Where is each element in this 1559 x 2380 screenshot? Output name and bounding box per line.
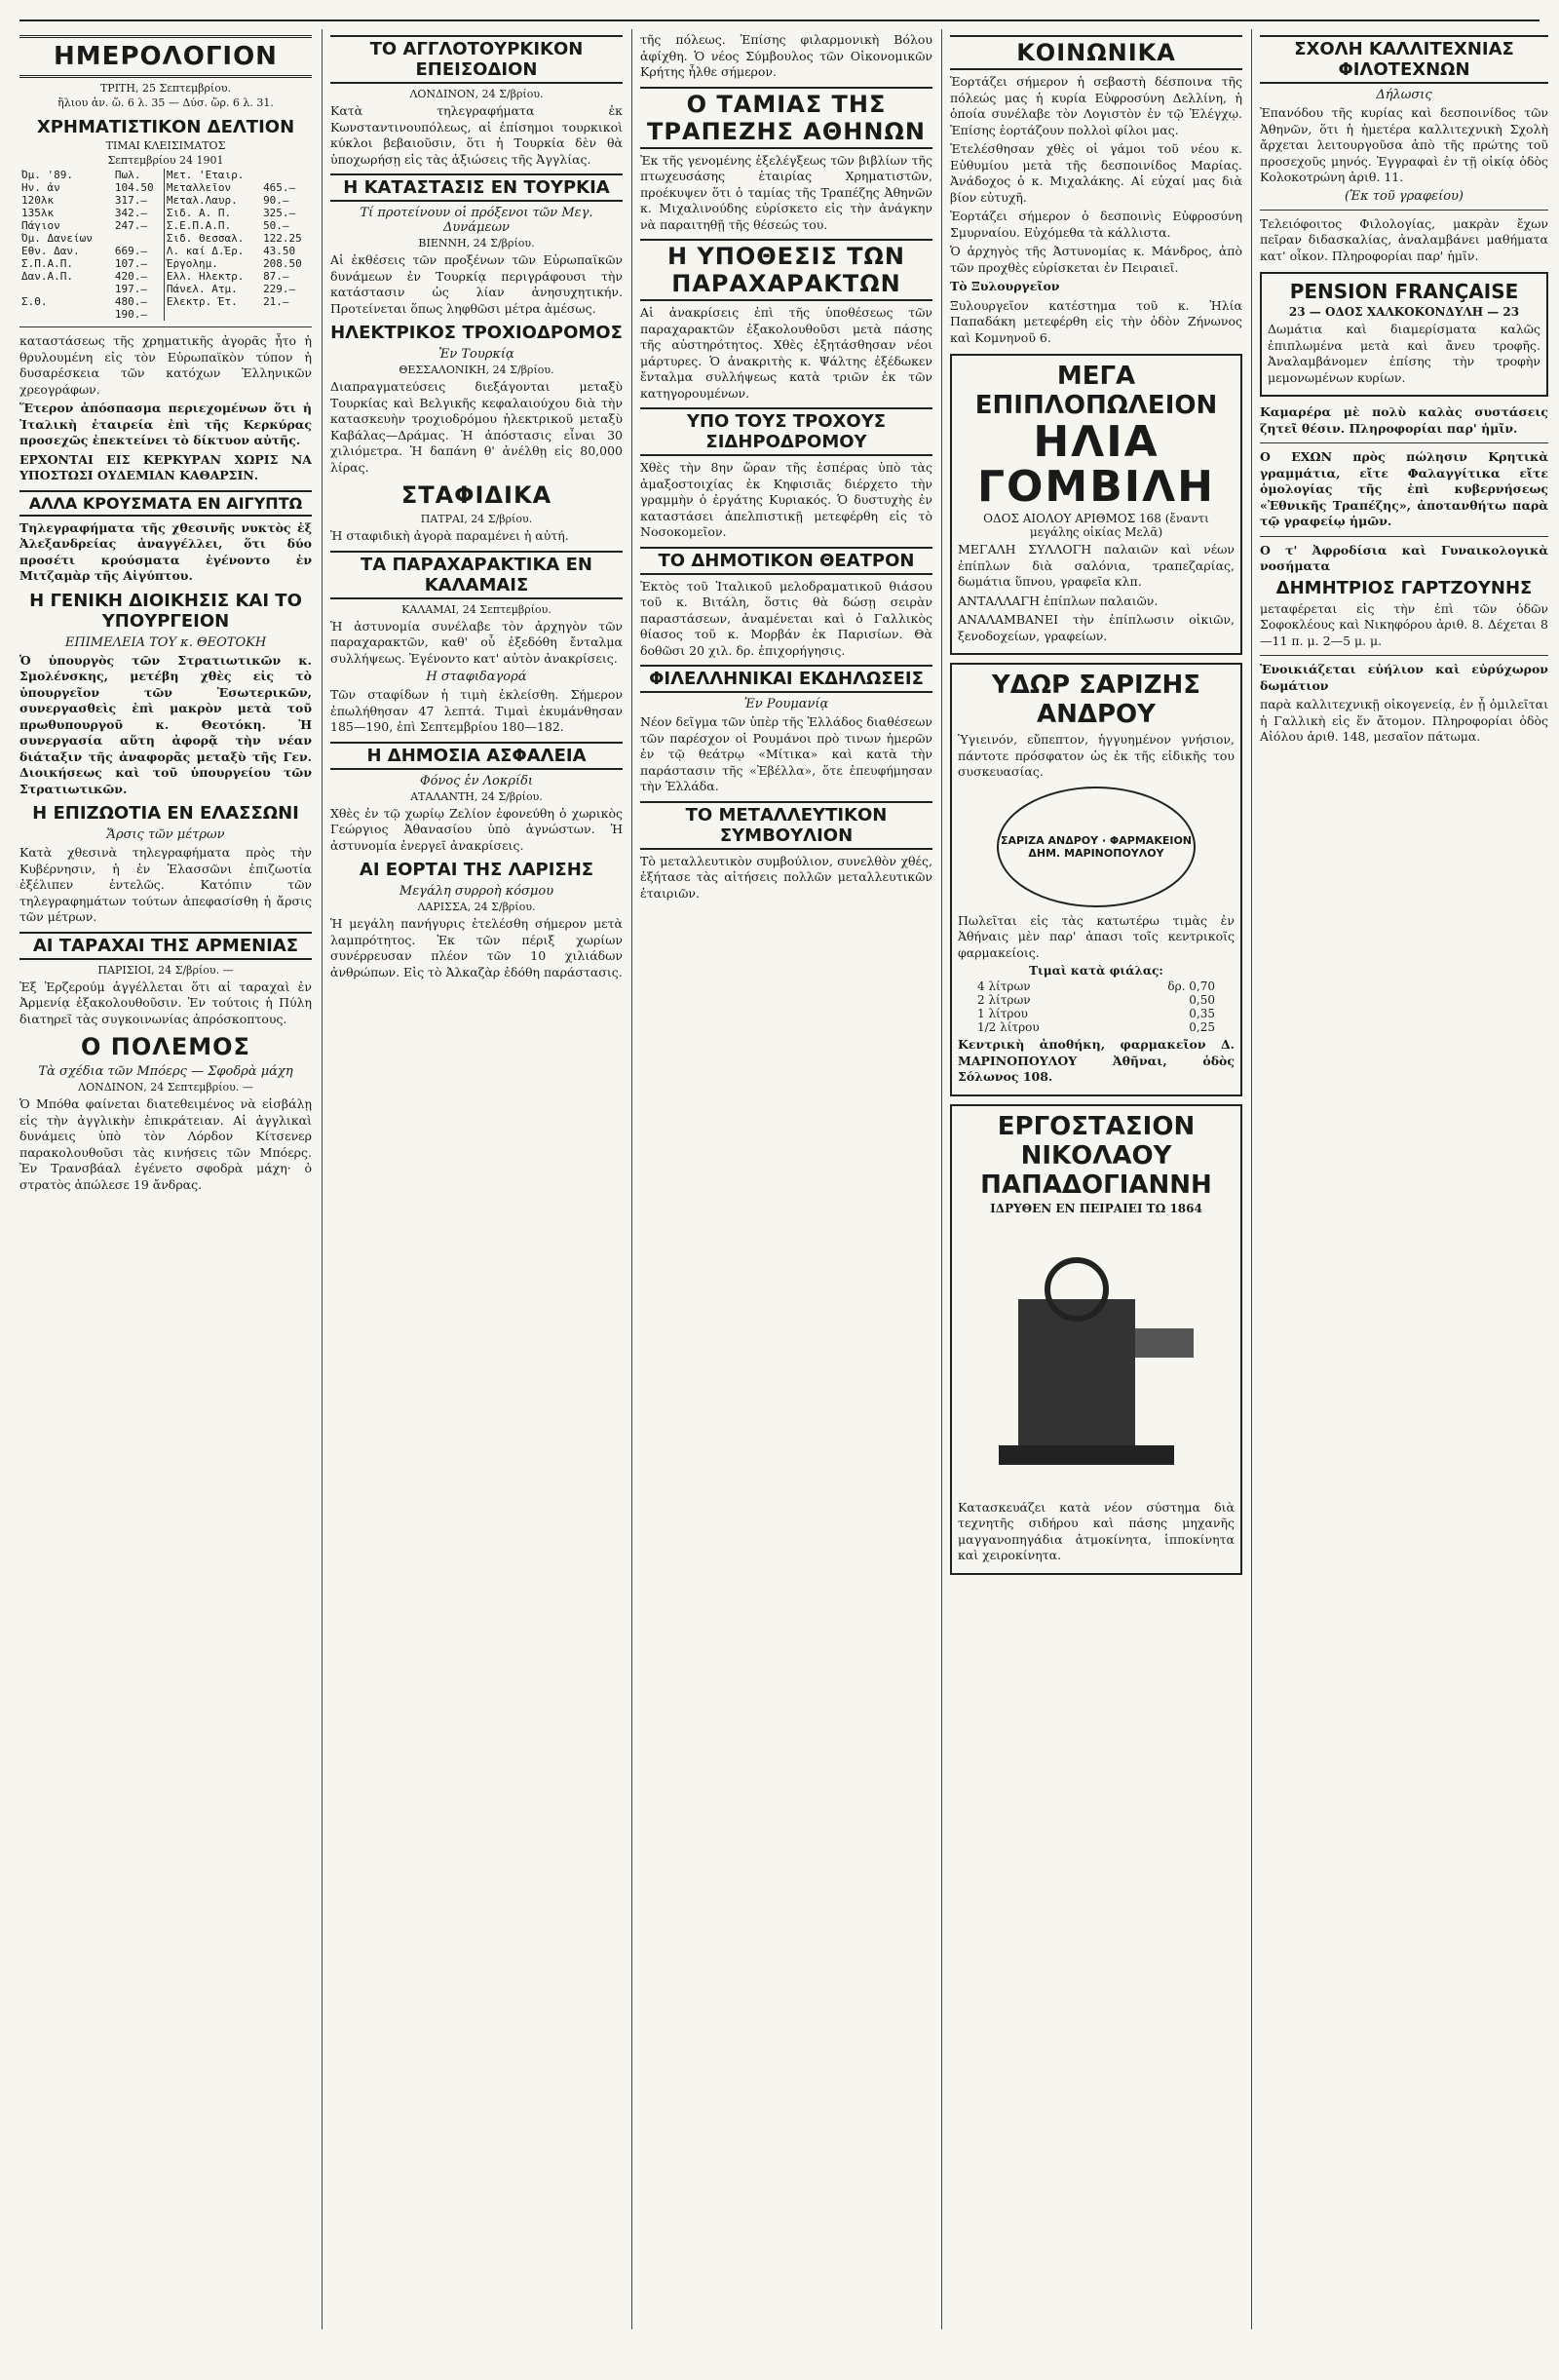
headline-metal: ΤΟ ΜΕΤΑΛΛΕΥΤΙΚΟΝ ΣΥΜΒΟΥΛΙΟΝ	[640, 801, 932, 850]
wheels-text: Χθὲς τὴν 8ην ὥραν τῆς ἑσπέρας ὑπὸ τὰς ἁμαξοστοιχίας ἐκ Κηφισιᾶς διέρχετο τὴν γραμμὴν ὁ ἐργάτης Κυριακός. Ὁ δυστυχὴς ἐν καταστάσει ἀπελπιστικῇ μετεφέρθη εἰς τὸ Νοσοκομεῖον.	[640, 460, 932, 539]
exchange-cell: 197.—	[114, 283, 148, 295]
episode-text: Κατὰ τηλεγραφήματα ἐκ Κωνσταντινουπόλεως, αἱ ἐπίσημοι τουρκικοὶ κύκλοι βεβαιοῦσιν, ὅτι ἡ Τουρκία δὲν θὰ ὑποχωρήσῃ εἰς τὰς ἀξιώσεις τῆς Ἀγγλίας.	[330, 103, 623, 167]
water-ad	[950, 663, 1242, 1096]
headline-admin: Η ΓΕΝΙΚΗ ΔΙΟΙΚΗΣΙΣ ΚΑΙ ΤΟ ΥΠΟΥΡΓΕΙΟΝ	[29, 590, 302, 632]
exchange-row	[19, 181, 312, 194]
ethnic-sub: Ἐν Ρουμανίᾳ	[743, 697, 829, 711]
raisin-text: Ἡ σταφιδικὴ ἀγορὰ παραμένει ἡ αὐτή.	[330, 528, 569, 543]
larissa-dateline: ΛΑΡΙΣΣΑ, 24 Σ/βρίου.	[417, 901, 536, 913]
column-2	[322, 29, 630, 2329]
lumber-text: Ξυλουργεῖον κατέστημα τοῦ κ. Ἠλία Παπαδάκη μετεφέρθη εἰς τὴν ὁδὸν Ζήνωνος καὶ Κομνηνοῦ 6.	[950, 297, 1242, 345]
headline-tram: ΗΛΕΚΤΡΙΚΟΣ ΤΡΟΧΙΟΔΡΟΜΟΣ	[330, 323, 623, 343]
exchange-cell: 107.—	[114, 257, 148, 270]
tram-sub: Ἐν Τουρκίᾳ	[438, 347, 514, 362]
social-text: Ἑορτάζει σήμερον ἡ σεβαστὴ δέσποινα τῆς πόλεώς μας ἡ κυρία Εὐφροσύνη Δελλίνη, ἡ ὁποία συνέλαβε τὸν Λογιστὸν ἐν τῷ Ἐλέγχῳ. Ἐπίσης ἑορτάζουν πολλοὶ φίλοι μας.	[950, 74, 1242, 137]
school-note: (Ἐκ τοῦ γραφείου)	[1344, 188, 1464, 204]
fraud-text: Ἡ ἀστυνομία συνέλαβε τὸν ἀρχηγὸν τῶν παραχαρακτῶν, καθ' οὗ ἐξεδόθη ἔνταλμα συλλήψεως. Ἐγένοντο κατ' αὐτὸν ἀνακρίσεις.	[330, 618, 623, 666]
notice: ΕΡΧΟΝΤΑΙ ΕΙΣ ΚΕΡΚΥΡΑΝ ΧΩΡΙΣ ΝΑ ΥΠΟΣΤΩΣΙ ΟΥΔΕΜΙΑΝ ΚΑΘΑΡΣΙΝ.	[19, 451, 312, 482]
exchange-cell: Πωλ.	[114, 169, 141, 181]
date-line: ΤΡΙΤΗ, 25 Σεπτεμβρίου.	[99, 82, 232, 95]
headline-fraud: ΤΑ ΠΑΡΑΧΑΡΑΚΤΙΚΑ ΕΝ ΚΑΛΑΜΑΙΣ	[330, 551, 623, 599]
exchange-cell	[19, 308, 108, 321]
furniture-ad	[950, 354, 1242, 655]
security-text: Χθὲς ἐν τῷ χωρίῳ Ζελίον ἐφονεύθη ὁ χωρικὸς Γεώργιος Ἀθανασίου ὑπὸ ἀγνώστων. Ἡ ἀστυνομία ἐνεργεῖ ἀνακρίσεις.	[330, 805, 623, 853]
rent-text: παρὰ καλλιτεχνικῇ οἰκογενείᾳ, ἐν ᾗ ὁμιλεῖται ἡ Γαλλικὴ εἰς ἕν ἄτομον. Πληροφορίαι ὁδὸς Αἰόλου ἀριθ. 148, μεσαῖον πάτωμα.	[1260, 697, 1548, 744]
sun-line: ἥλιου ἀν. ὥ. 6 λ. 35 — Δύσ. ὥρ. 6 λ. 31.	[57, 96, 274, 109]
headline-thesis: Η ΥΠΟΘΕΣΙΣ ΤΩΝ ΠΑΡΑΧΑΡΑΚΤΩΝ	[640, 239, 932, 301]
pension-title: PENSION FRANÇAISE	[1289, 280, 1519, 303]
pump-spout	[1135, 1328, 1194, 1358]
top-rule	[19, 19, 1540, 21]
exchange-cell: Πάνελ. Ατμ.	[164, 283, 261, 295]
exchange-cell: Όμ. Δανείων	[21, 232, 93, 245]
exchange-cell: Σ.Ε.Π.Α.Π.	[164, 219, 261, 232]
stats-date: Σεπτεμβρίου 24 1901	[107, 154, 224, 167]
headline-theatre: ΤΟ ΔΗΜΟΤΙΚΟΝ ΘΕΑΤΡΟΝ	[640, 547, 932, 575]
price-value: 0,25	[1189, 1020, 1215, 1035]
exchange-cell: Δαν.Α.Π.	[21, 270, 73, 283]
admin-text: Ὁ ὑπουργὸς τῶν Στρατιωτικῶν κ. Σμολένσκης, μετέβη χθὲς εἰς τὸ ὑπουργεῖον τῶν Ἐσωτερικῶν, συνεργασθεὶς ἐπὶ μακρὸν μετὰ τοῦ πρωθυπουργοῦ κ. Θεοτόκη. Ἡ συνεργασία αὕτη ἀφορᾷ τὴν νέαν διάταξιν τῆς ἀναφορᾶς μεταξὺ τῆς Γεν. Διοικήσεως καὶ τοῦ ὑπουργείου τῶν Στρατιωτικῶν.	[19, 652, 312, 796]
price-quantity: 1/2 λίτρου	[977, 1020, 1040, 1035]
doctor-name: ΔΗΜΗΤΡΙΟΣ ΓΑΡΤΖΟΥΝΗΣ	[1275, 577, 1533, 598]
tutor-text: Τελειόφοιτος Φιλολογίας, μακρὰν ἔχων πεῖραν διδασκαλίας, ἀναλαμβάνει μαθήματα κατ' οἶκον. Πληροφορίαι παρ' ἡμῖν.	[1260, 215, 1548, 263]
exchange-cell: 325.—	[263, 207, 296, 219]
turkey-dateline: ΒΙΕΝΝΗ, 24 Σ/βρίου.	[418, 237, 535, 250]
headline-raisin: ΣΤΑΦΙΔΙΚΑ	[400, 481, 552, 509]
furniture-ad-line: ΑΝΑΛΑΜΒΑΝΕΙ τὴν ἐπίπλωσιν οἰκιῶν, ξενοδοχείων, γραφείων.	[958, 612, 1235, 643]
newspaper-page	[19, 19, 1548, 2329]
metal-text: Τὸ μεταλλευτικὸν συμβούλιον, συνελθὸν χθές, ἐξήτασε τὰς αἰτήσεις πολλῶν μεταλλευτικῶν ἐταιριῶν.	[640, 853, 932, 901]
water-ad-central: Κεντρικὴ ἀποθήκη, φαρμακεῖον Δ. ΜΑΡΙΝΟΠΟΥΛΟΥ Ἀθῆναι, ὁδὸς Σόλωνος 108.	[958, 1037, 1235, 1085]
headline-armenia: ΑΙ ΤΑΡΑΧΑΙ ΤΗΣ ΑΡΜΕΝΙΑΣ	[19, 932, 312, 960]
exchange-cell: Λ. καί Δ.Έρ.	[164, 245, 261, 257]
doctor-title: Ο τ' Ἀφροδίσια καὶ Γυναικολογικὰ νοσήματα	[1260, 542, 1548, 573]
exchange-cell: Σ.Π.Α.Π.	[21, 257, 73, 270]
column-5	[1251, 29, 1548, 2329]
social-text: Ἐτελέσθησαν χθὲς οἱ γάμοι τοῦ νέου κ. Εὐθυμίου μετὰ τῆς δεσποινίδος Μαρίας. Ἀνάδοχος ὁ κ. Μιχαλάκης. Αἱ εὐχαί μας διὰ βίον εὐτυχῆ.	[950, 141, 1242, 205]
price-row	[958, 1020, 1235, 1034]
exchange-row	[19, 308, 312, 321]
pension-address: 23 — ΟΔΟΣ ΧΑΛΚΟΚΟΝΔΥΛΗ — 23	[1288, 305, 1520, 319]
exchange-cell: 43.50	[263, 245, 296, 257]
exchange-cell	[19, 283, 108, 295]
headline-episode: ΤΟ ΑΓΓΛΟΤΟΥΡΚΙΚΟΝ ΕΠΕΙΣΟΔΙΟΝ	[330, 35, 623, 84]
exchange-cell: Μεταλ.Λαυρ.	[164, 194, 261, 207]
factory-ad-title: ΕΡΓΟΣΤΑΣΙΟΝ	[997, 1111, 1196, 1141]
raisin-dateline: ΠΑΤΡΑΙ, 24 Σ/βρίου.	[420, 513, 533, 525]
price-list	[958, 979, 1235, 1034]
larissa-text: Ἡ μεγάλη πανήγυρις ἐτελέσθη σήμερον μετὰ λαμπρότητος. Ἐκ τῶν πέριξ χωρίων συνέρρευσαν πλέον τῶν 10 χιλιάδων ἀνθρώπων. Εἰς τὸ Ἀλκαζὰρ ἐδόθη παράστασις.	[330, 916, 623, 979]
exchange-row	[19, 207, 312, 219]
headline-egypt: ΑΛΛΑ ΚΡΟΥΣΜΑΤΑ ΕΝ ΑΙΓΥΠΤΩ	[19, 490, 312, 517]
price-value: 0,35	[1189, 1007, 1215, 1021]
pump-base	[999, 1445, 1174, 1465]
exchange-cell: Σιδ. Α. Π.	[164, 207, 261, 219]
admin-sub: ΕΠΙΜΕΛΕΙΑ ΤΟΥ κ. ΘΕΟΤΟΚΗ	[64, 634, 267, 650]
exchange-cell: Ελλ. Ηλεκτρ.	[164, 270, 261, 283]
fraud-dateline: ΚΑΛΑΜΑΙ, 24 Σεπτεμβρίου.	[401, 602, 551, 616]
security-dateline: ΑΤΑΛΑΝΤΗ, 24 Σ/βρίου.	[410, 789, 543, 803]
note-paragraph: Ἕτερον ἀπόσπασμα περιεχομένων ὅτι ἡ Ἰταλικὴ ἑταιρεία ἐπὶ τῆς Κερκύρας προσεχῶς ἐπεκτείνει τὸ δίκτυον αὐτῆς.	[19, 401, 312, 447]
pension-text: Δωμάτια καὶ διαμερίσματα καλῶς ἐπιπλωμένα μετὰ καὶ ἄνευ τροφῆς. Ἀναλαμβάνομεν ἐπίσης τὴν τροφὴν μεμονωμένων κυρίων.	[1268, 322, 1540, 385]
exchange-cell: 465.—	[263, 181, 296, 194]
exchange-cell: 122.25	[263, 232, 302, 245]
crete-sub: Ἄρσις τῶν μέτρων	[106, 827, 225, 842]
exchange-cell: 190.—	[114, 308, 148, 321]
furniture-ad-name: ΗΛΙΑ ΓΟΜΒΙΛΗ	[976, 417, 1215, 513]
exchange-cell: Σ.Θ.	[21, 295, 48, 308]
social-text: Ἑορτάζει σήμερον ὁ δεσποινὶς Εὐφροσύνη Σμυρναίου. Εὐχόμεθα τὰ κάλλιστα.	[950, 209, 1242, 240]
tram-text: Διαπραγματεύσεις διεξάγονται μεταξὺ Τουρκίας καὶ Βελγικῆς κεφαλαιούχου διὰ τὴν κατασκευὴν τροχιοδρόμου ἠλεκτρικοῦ μεταξὺ Καβάλας—Δράμας. Ἡ ἀπόστασις εἶναι 30 χιλιόμετρα. Ἡ δαπάνη θ' ἀνέλθῃ εἰς 80,000 λίρας.	[330, 379, 623, 475]
stats-sub: ΤΙΜΑΙ ΚΛΕΙΣΙΜΑΤΟΣ	[105, 139, 226, 152]
exchange-cell: Εθν. Δαν.	[21, 245, 80, 257]
rent-title: Ἐνοικιάζεται εὐήλιον καὶ εὐρύχωρον δωμάτιον	[1260, 662, 1548, 693]
exchange-cell: Μεταλλεῖον	[164, 181, 261, 194]
headline-war: Ο ΠΟΛΕΜΟΣ	[81, 1033, 250, 1060]
exchange-row	[19, 232, 312, 245]
exchange-cell: 480.—	[114, 295, 148, 308]
war-sub: Τὰ σχέδια τῶν Μπόερς — Σφοδρὰ μάχη	[38, 1064, 293, 1079]
exchange-row	[19, 257, 312, 270]
war-text: Ὁ Μπόθα φαίνεται διατεθειμένος νὰ εἰσβάλῃ εἰς τὴν ἀγγλικὴν ἐπικράτειαν. Αἱ ἀγγλικαὶ δυνάμεις ὑπὸ τὸν Λόρδον Κίτσενερ παρακολουθοῦσι τὰς κινήσεις τῶν Μπόερς. Ἐν Τρανσβάαλ ἐγένετο σφοδρὰ μάχη· ὁ στρατὸς ἀπώλεσε 19 ἄνδρας.	[19, 1096, 312, 1192]
water-ad-text: Ὑγιεινόν, εὔπεπτον, ἡγγυημένον γνήσιον, πάντοτε πρόσφατον ὡς ἐκ τῆς εἰδικῆς του συσκευασίας.	[958, 732, 1235, 780]
factory-ad-founded: ΙΔΡΥΘΕΝ ΕΝ ΠΕΙΡΑΙΕΙ ΤΩ 1864	[990, 1201, 1202, 1215]
egypt-text: Τηλεγραφήματα τῆς χθεσινῆς νυκτὸς ἐξ Ἀλεξανδρείας ἀναγγέλλει, ὅτι δύο προσέτι κρούσματα ἐγένοντο ἐν Μιτζαμὰρ τῆς Αἰγύπτου.	[19, 519, 312, 583]
price-row	[958, 1007, 1235, 1020]
pump-machine-illustration	[958, 1221, 1235, 1494]
pension-ad	[1260, 272, 1548, 397]
exchange-cell: 229.—	[263, 283, 296, 295]
masthead-calendar: ΗΜΕΡΟΛΟΓΙΟΝ	[19, 35, 312, 78]
exchange-row	[19, 245, 312, 257]
exchange-row	[19, 219, 312, 232]
exchange-cell: 342.—	[114, 207, 148, 219]
exchange-cell: 208.50	[263, 257, 302, 270]
armenia-dateline: ΠΑΡΙΣΙΟΙ, 24 Σ/βρίου. —	[97, 963, 234, 977]
exchange-cell: 120λκ	[21, 194, 55, 207]
price-quantity: 2 λίτρων	[977, 993, 1031, 1008]
exchange-cell: 104.50	[114, 181, 154, 194]
turkey-sub: Τί προτείνουν οἱ πρόξενοι τῶν Μεγ. Δυνάμεων	[360, 206, 593, 235]
armenia-text: Ἐξ Ἐρζερούμ ἀγγέλλεται ὅτι αἱ ταραχαὶ ἐν Ἀρμενίᾳ ἐξακολουθοῦσιν. Ἐν τούτοις ἡ Πύλη διατηρεῖ τὰς συγκοινωνίας ἀπρόσκοπτους.	[19, 979, 312, 1026]
crete-text: Κατὰ χθεσινὰ τηλεγραφήματα πρὸς τὴν Κυβέρνησιν, ἡ ἐν Ἐλασσῶνι ἐπιζωοτία ἐξέλιπεν ἐντελῶς. Κατόπιν τῶν τηλεγραφημάτων τούτων ἀπεφασίσθη ἡ ἄρσις τῶν μέτρων.	[19, 845, 312, 924]
market-text: Τῶν σταφίδων ἡ τιμὴ ἐκλείσθη. Σήμερον ἐπωλήθησαν 47 λεπτά. Τιμαὶ ἐκυμάνθησαν 185—190, ἐπὶ Σεπτεμβρίου 180—182.	[330, 687, 623, 734]
theatre-text: Ἐκτὸς τοῦ Ἰταλικοῦ μελοδραματικοῦ θιάσου τοῦ κ. Βιτάλη, ὅστις θὰ δώσῃ σειρὰν παραστάσεων, ἀναμένεται καὶ ὁ Γαλλικὸς θίασος τοῦ κ. Μορβάν ἐκ Παρισίων. Θὰ δοθῶσι 20 χιλ. δρ. ἐπιχορήγησις.	[640, 578, 932, 658]
room-text: Καμαρέρα μὲ πολὺ καλὰς συστάσεις ζητεῖ θέσιν. Πληροφορίαι παρ' ἡμῖν.	[1260, 404, 1548, 436]
factory-ad-name: ΝΙΚΟΛΑΟΥ ΠΑΠΑΔΟΓΙΑΝΝΗ	[980, 1140, 1212, 1200]
price-quantity: 1 λίτρου	[977, 1007, 1028, 1021]
exchange-row	[19, 270, 312, 283]
column-1	[19, 29, 320, 2329]
exchange-cell: 420.—	[114, 270, 148, 283]
market-sub: Η σταφιδαγορά	[426, 670, 527, 684]
exchange-cell: 669.—	[114, 245, 148, 257]
factory-ad-text: Κατασκευάζει κατὰ νέον σύστημα διὰ τεχνητῆς σιδήρου καὶ πάσης μηχανῆς μαγγανοπηγάδια ἀτμοκίνητα, ἱπποκίνητα καὶ χειροκίνητα.	[958, 1499, 1235, 1563]
furniture-ad-line: ΜΕΓΑΛΗ ΣΥΛΛΟΓΗ παλαιῶν καὶ νέων ἐπίπλων διὰ σαλόνια, τραπεζαρίας, δωμάτια ὕπνου, γραφεῖα κλπ.	[958, 542, 1235, 590]
price-quantity: 4 λίτρων	[977, 979, 1031, 994]
episode-dateline: ΛΟΝΔΙΝΟΝ, 24 Σ/βρίου.	[409, 88, 544, 100]
turkey-text: Αἱ ἐκθέσεις τῶν προξένων τῶν Εὐρωπαϊκῶν δυνάμεων ἐν Τουρκίᾳ περιγράφουσι τὴν κατάστασιν ὡς λίαν ἀνησυχητικήν. Προτείνεται ὅπως ληφθῶσι μέτρα ἀμέσως.	[330, 252, 623, 316]
headline-turkey: Η ΚΑΤΑΣΤΑΣΙΣ ΕΝ ΤΟΥΡΚΙΑ	[330, 173, 623, 202]
exchange-cell: 21.—	[263, 295, 289, 308]
column-4	[941, 29, 1250, 2329]
price-row	[958, 979, 1235, 993]
exchange-cell: 247.—	[114, 219, 148, 232]
tram-dateline: ΘΕΣΣΑΛΟΝΙΚΗ, 24 Σ/βρίου.	[399, 364, 554, 376]
stats-title: ΧΡΗΜΑΤΙΣΤΙΚΟΝ ΔΕΛΤΙΟΝ	[36, 117, 295, 137]
exchange-cell: Όμ. '89.	[21, 169, 73, 181]
exchange-cell: 135λκ	[21, 207, 55, 219]
doctor-text: μεταφέρεται εἰς τὴν ἐπὶ τῶν ὁδῶν Σοφοκλέους καὶ Νικηφόρου ἀριθ. 8. Δέχεται 8—11 π. μ. 2—5 μ. μ.	[1260, 600, 1548, 648]
column-3	[631, 29, 940, 2329]
headline-wheels: ΥΠΟ ΤΟΥΣ ΤΡΟΧΟΥΣ ΣΙΔΗΡΟΔΡΟΜΟΥ	[640, 407, 932, 456]
water-ad-sold: Πωλεῖται εἰς τὰς κατωτέρω τιμὰς ἐν Ἀθήναις μὲν παρ' ἁπασι τοῖς κεντρικοῖς φαρμακείοις.	[958, 912, 1235, 960]
war-dateline: ΛΟΝΔΙΝΟΝ, 24 Σεπτεμβρίου. —	[78, 1081, 253, 1094]
exchange-row	[19, 169, 312, 181]
thesis-text: Αἱ ἀνακρίσεις ἐπὶ τῆς ὑποθέσεως τῶν παραχαρακτῶν ἐξακολουθοῦσι μετὰ πάσης τῆς αὐστηρότητος. Χθὲς ἐξητάσθησαν νέοι μάρτυρες. Ὁ ἀνακριτὴς κ. Ψάλτης ἐξέδωκεν ἔνταλμα συλλήψεως κατὰ τριῶν ἐκ τῶν κατηγορουμένων.	[640, 305, 932, 401]
furniture-ad-address: ΟΔΟΣ ΑΙΟΛΟΥ ΑΡΙΘΜΟΣ 168 (ἔναντι μεγάλης οἰκίας Μελᾶ)	[983, 512, 1209, 540]
headline-larissa: ΑΙ ΕΟΡΤΑΙ ΤΗΣ ΛΑΡΙΣΗΣ	[359, 860, 594, 880]
school-text: Ἐπανόδου τῆς κυρίας καὶ δεσποινίδος τῶν Ἀθηνῶν, ὅτι ἡ ἡμετέρα καλλιτεχνικὴ Σχολὴ ἄρχεται λειτουργοῦσα ἀπὸ τῆς πρώτης τοῦ προσεχοῦς μηνός. Ἐγγραφαὶ ἐν τῇ οἰκίᾳ ὁδὸς Κολοκοτρώνη ἀριθ. 11.	[1260, 105, 1548, 184]
exchange-cell	[164, 308, 261, 321]
top-text: τῆς πόλεως. Ἐπίσης φιλαρμονικὴ Βόλου ἀφίχθη. Ὁ νέος Σύμβουλος τῶν Οἰκονομικῶν Κρήτης ἦλθε σήμερον.	[640, 32, 932, 79]
headline-social: ΚΟΙΝΩΝΙΚΑ	[950, 35, 1242, 70]
exchange-cell: Μετ. 'Εταιρ.	[164, 169, 261, 181]
exchange-row	[19, 194, 312, 207]
factory-ad	[950, 1104, 1242, 1575]
headline-tamias: Ο ΤΑΜΙΑΣ ΤΗΣ ΤΡΑΠΕΖΗΣ ΑΘΗΝΩΝ	[640, 87, 932, 149]
headline-ethnic: ΦΙΛΕΛΛΗΝΙΚΑΙ ΕΚΔΗΛΩΣΕΙΣ	[640, 665, 932, 693]
exchange-cell: 90.—	[263, 194, 289, 207]
exchange-cell: Πάγιον	[21, 219, 60, 232]
lumber-head: Τὸ Ξυλουργεῖον	[950, 279, 1060, 293]
security-sub: Φόνος ἐν Λοκρίδι	[419, 773, 534, 788]
price-value: δρ. 0,70	[1167, 979, 1215, 994]
exchange-cell: Ην. ἀν	[21, 181, 60, 194]
exchange-cell: 317.—	[114, 194, 148, 207]
exchange-cell	[113, 232, 165, 245]
pharmacy-stamp: ΣΑΡΙΖΑ ΑΝΔΡΟΥ · ΦΑΡΜΑΚΕΙΟΝ ΔΗΜ. ΜΑΡΙΝΟΠΟΥΛΟΥ	[997, 787, 1196, 907]
tamias-text: Ἐκ τῆς γενομένης ἐξελέγξεως τῶν βιβλίων τῆς πτωχευσάσης ἑταιρίας Χρηματιστῶν, προέκυψεν ὅτι ὁ ταμίας τῆς Τραπέζης Ἀθηνῶν κ. Μιχαλινούδης εὐρίσκετο εἰς τὴν ἀνάγκην νὰ παραιτηθῇ τῆς θέσεώς του.	[640, 152, 932, 232]
exchange-cell	[261, 308, 312, 321]
note-paragraph: καταστάσεως τῆς χρηματικῆς ἀγορᾶς ἦτο ἡ θρυλουμένη εἰς τὸν Εὐρωπαϊκὸν τύπον ἡ δυσαρέσκεια τῶν κατόχων Ἑλληνικῶν χρεογράφων.	[19, 333, 312, 397]
price-row	[958, 993, 1235, 1007]
exchange-row	[19, 283, 312, 295]
exchange-cell: Ελεκτρ. Έτ.	[164, 295, 261, 308]
headline-security: Η ΔΗΜΟΣΙΑ ΑΣΦΑΛΕΙΑ	[330, 742, 623, 770]
social-text: Ὁ ἀρχηγὸς τῆς Ἀστυνομίας κ. Μάνδρος, ἀπὸ τῶν προχθὲς εὐρίσκεται ἐν Πειραιεῖ.	[950, 244, 1242, 275]
ethnic-text: Νέον δεῖγμα τῶν ὑπὲρ τῆς Ἑλλάδος διαθέσεων τῶν παρέσχον οἱ Ρουμάνοι πρὸ τινων ἡμερῶν ἐν τῷ θεάτρῳ «Μίτικα» καὶ κατὰ τὴν παράστασιν τῆς «Ἐβέλλα», ὅτε ἐπευφήμησαν τὴν Ἑλλάδα.	[640, 714, 932, 793]
furniture-ad-line: ΑΝΤΑΛΛΑΓΗ ἐπίπλων παλαιῶν.	[958, 593, 1159, 608]
exchange-cell: Σιδ. Θεσσαλ.	[164, 232, 261, 245]
furniture-ad-title: ΜΕΓΑ ΕΠΙΠΛΟΠΩΛΕΙΟΝ	[974, 362, 1218, 420]
price-title: Τιμαὶ κατὰ φιάλας:	[1029, 964, 1163, 979]
headline-school: ΣΧΟΛΗ ΚΑΛΛΙΤΕΧΝΙΑΣ ΦΙΛΟΤΕΧΝΩΝ	[1260, 35, 1548, 84]
exchange-cell: Έργολημ.	[164, 257, 261, 270]
exchange-cell: 50.—	[263, 219, 289, 232]
larissa-sub: Μεγάλη συρροὴ κόσμου	[399, 884, 554, 899]
price-value: 0,50	[1189, 993, 1215, 1008]
school-sub: Δήλωσις	[1376, 88, 1432, 102]
exam-text: Ο ΕΧΩΝ πρὸς πώλησιν Κρητικὰ γραμμάτια, εἴτε Φαλαγγίτικα εἴτε ὁμολογίας τῆς ἐπὶ κυβερνήσεως «Ἐθνικῆς Τραπέζης», ἀποτανθήτω παρὰ τῷ γραφείῳ ἡμῶν.	[1260, 449, 1548, 528]
exchange-table	[19, 169, 312, 321]
exchange-row	[19, 295, 312, 308]
exchange-cell	[261, 169, 312, 181]
headline-crete: Η ΕΠΙΖΩΟΤΙΑ ΕΝ ΕΛΑΣΣΩΝΙ	[32, 803, 299, 824]
exchange-cell: 87.—	[263, 270, 289, 283]
water-ad-title: ΥΔΩΡ ΣΑΡΙΖΗΣ ΑΝΔΡΟΥ	[991, 671, 1201, 730]
